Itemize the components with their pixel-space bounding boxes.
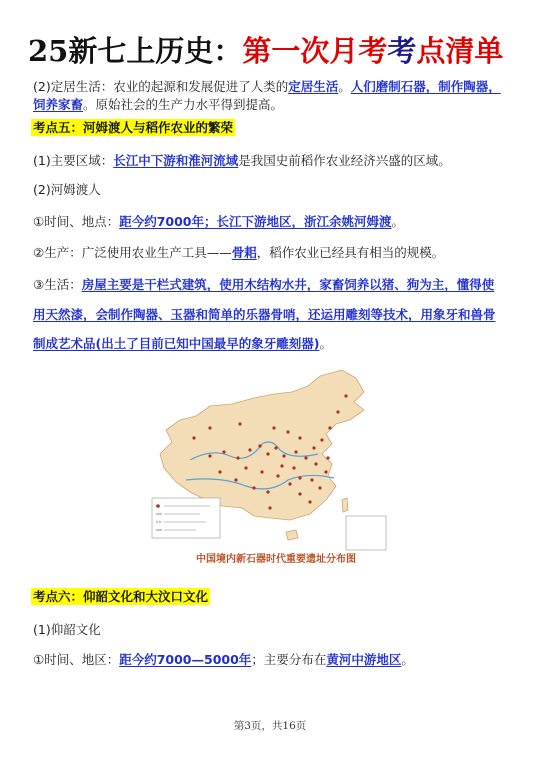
- text: ②生产：广泛使用农业生产工具——: [33, 245, 232, 260]
- site-marker: [324, 470, 327, 473]
- site-marker: [268, 506, 271, 509]
- key-term: 定居生活: [288, 79, 339, 94]
- site-marker: [252, 486, 255, 489]
- site-marker: [238, 422, 241, 425]
- site-marker: [234, 478, 237, 481]
- paragraph-hemudu-heading: [33, 181, 101, 199]
- paragraph-yangshao-heading: [33, 621, 101, 639]
- site-marker: [266, 490, 269, 493]
- key-term: 房屋主要是干栏式建筑，使用木结构水井，家畜饲养以猪、狗为主，懂得使: [81, 277, 495, 292]
- key-term: 黄河中游地区: [326, 652, 402, 667]
- site-marker: [326, 456, 329, 459]
- text: 。: [391, 214, 405, 229]
- site-marker: [258, 444, 261, 447]
- site-marker: [308, 500, 311, 503]
- site-marker: [298, 492, 301, 495]
- key-term: 用天然漆，会制作陶器、玉器和简单的乐器骨哨，还运用雕刻等技术，用象牙和兽骨: [33, 307, 496, 322]
- map-caption: 中国境内新石器时代重要遗址分布图: [196, 554, 356, 565]
- site-marker: [292, 466, 295, 469]
- site-marker: [282, 454, 285, 457]
- section-heading-5: [31, 119, 235, 137]
- paragraph-life-2: [33, 306, 496, 324]
- paragraph-production: [33, 244, 444, 262]
- neolithic-sites-map: [150, 368, 394, 554]
- heading-text: 考点五：河姆渡人与稻作农业的繁荣: [33, 120, 234, 135]
- paragraph-settled-life: [33, 78, 501, 96]
- text: 是我国史前稻作农业经济兴盛的区域。: [238, 153, 451, 168]
- site-marker: [304, 456, 307, 459]
- site-marker: [328, 426, 331, 429]
- site-marker: [274, 446, 277, 449]
- site-marker: [320, 438, 323, 441]
- title-part-1: 25新七上历史：: [28, 34, 243, 68]
- text: (2)河姆渡人: [33, 182, 101, 197]
- site-marker: [222, 450, 225, 453]
- hainan-island: [286, 530, 298, 540]
- text: 。: [338, 79, 351, 94]
- legend-box: [152, 498, 220, 538]
- site-marker: [208, 454, 211, 457]
- site-marker: [288, 482, 291, 485]
- site-marker: [244, 466, 247, 469]
- key-term: 骨耜: [231, 245, 257, 260]
- paragraph-main-region: [33, 152, 451, 170]
- site-marker: [248, 448, 251, 451]
- section-heading-6: [31, 588, 210, 606]
- key-term: 人们磨制石器，制作陶器，: [350, 79, 501, 94]
- paragraph-settled-life-cont: [33, 96, 283, 114]
- title-part-4: 点清单: [416, 34, 504, 68]
- site-marker: [298, 476, 301, 479]
- text: ①时间、地点：: [33, 214, 120, 229]
- page-number: 第3页，共16页: [233, 720, 307, 732]
- paragraph-yangshao-time: [33, 651, 414, 669]
- text: ；主要分布在: [251, 652, 327, 667]
- site-marker: [280, 464, 283, 467]
- site-marker: [344, 394, 347, 397]
- site-marker: [336, 410, 339, 413]
- site-marker: [266, 452, 269, 455]
- site-marker: [286, 430, 289, 433]
- key-term: 制成艺术品(出土了目前已知中国最早的象牙雕刻器): [33, 336, 320, 351]
- title-part-3: 考: [387, 34, 417, 68]
- text: ①时间、地区：: [33, 652, 120, 667]
- key-term: 距今约7000—5000年: [119, 652, 252, 667]
- site-marker: [298, 436, 301, 439]
- site-marker: [312, 446, 315, 449]
- key-term: 距今约7000年；长江下游地区，浙江余姚河姆渡: [119, 214, 392, 229]
- page-title: [28, 30, 503, 72]
- site-marker: [192, 436, 195, 439]
- heading-text: 考点六：仰韶文化和大汶口文化: [33, 589, 209, 604]
- site-marker: [310, 478, 313, 481]
- text: (2)定居生活：农业的起源和发展促进了人类的: [33, 79, 289, 94]
- site-marker: [318, 486, 321, 489]
- paragraph-life-1: [33, 276, 494, 294]
- site-marker: [236, 456, 239, 459]
- key-term: 长江中下游和淮河流域: [113, 153, 239, 168]
- paragraph-time-place: [33, 213, 404, 231]
- title-part-2: 第一次月考: [242, 34, 388, 68]
- site-marker: [260, 470, 263, 473]
- text: 。原始社会的生产力水平得到提高。: [83, 97, 284, 112]
- site-marker: [208, 426, 211, 429]
- key-term: 饲养家畜: [33, 97, 84, 112]
- south-china-sea-inset: [346, 516, 386, 550]
- text: 。: [319, 336, 332, 351]
- site-marker: [272, 426, 275, 429]
- text: ，稻作农业已经具有相当的规模。: [256, 245, 445, 260]
- taiwan-island: [342, 498, 348, 512]
- text: 。: [401, 652, 414, 667]
- text: (1)仰韶文化: [33, 622, 101, 637]
- site-marker: [276, 474, 279, 477]
- site-marker: [218, 470, 221, 473]
- paragraph-life-3: [33, 335, 332, 353]
- site-marker: [314, 462, 317, 465]
- text: (1)主要区域：: [33, 153, 114, 168]
- site-marker: [294, 450, 297, 453]
- text: ③生活：: [33, 277, 82, 292]
